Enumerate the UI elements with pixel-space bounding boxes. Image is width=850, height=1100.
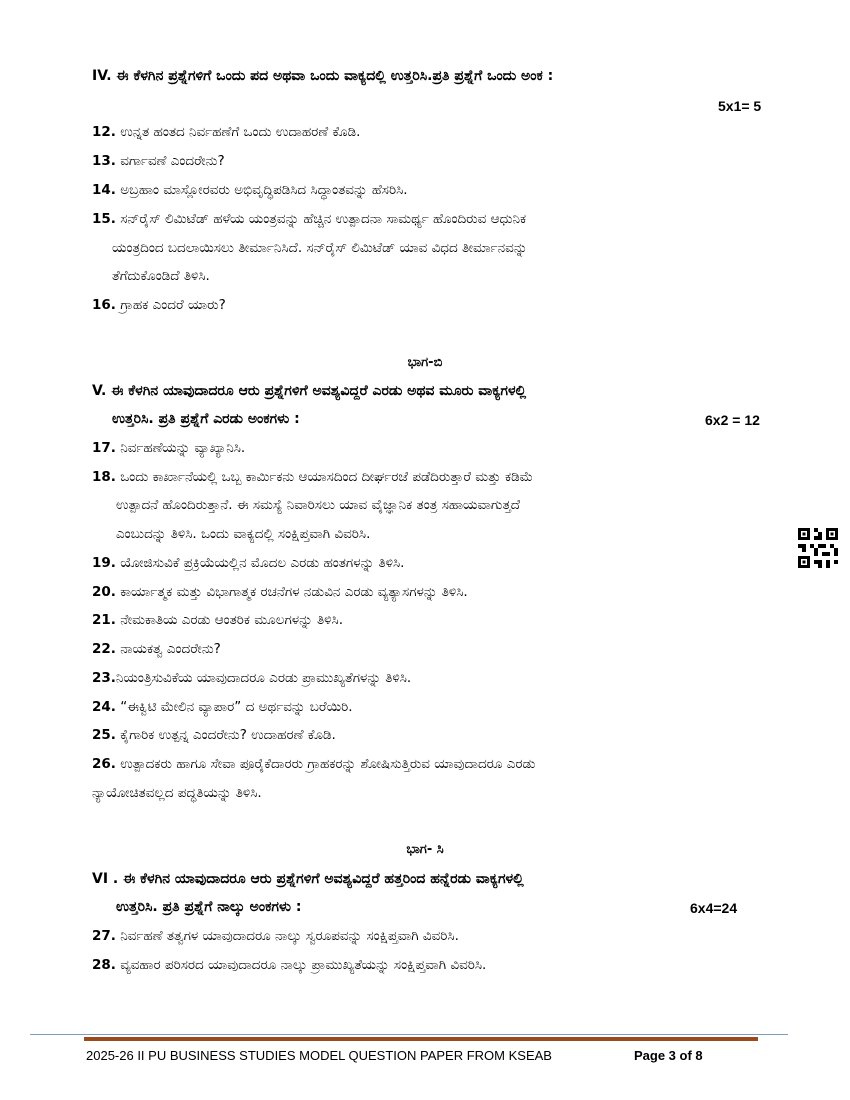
footer-title: 2025-26 II PU BUSINESS STUDIES MODEL QUESTION PAPER FROM KSEAB (86, 1048, 552, 1063)
question-18-line-2: ಉತ್ಪಾದನೆ ಹೊಂದಿರುತ್ತಾನೆ. ಈ ಸಮಸ್ಯೆ ನಿವಾರಿಸಲು ಯಾವ ವೈಜ್ಞಾನಿಕ ತಂತ್ರ ಸಹಾಯವಾಗುತ್ತದೆ (116, 497, 521, 513)
qr-code-icon (798, 527, 838, 569)
question-18-line-3: ಎಂಬುದನ್ನು ತಿಳಿಸಿ. ಒಂದು ವಾಕ್ಯದಲ್ಲಿ ಸಂಕ್ಷಿಪ್ತವಾಗಿ ವಿವರಿಸಿ. (116, 526, 371, 542)
question-15-line-2: ಯಂತ್ರದಿಂದ ಬದಲಾಯಿಸಲು ತೀರ್ಮಾನಿಸಿದೆ. ಸನ್‌ರೈಸ್ ಲಿಮಿಟೆಡ್ ಯಾವ ವಿಧದ ತೀರ್ಮಾನವನ್ನು (112, 240, 528, 256)
question-20: 20. ಕಾರ್ಯಾತ್ಮಕ ಮತ್ತು ವಿಭಾಗಾತ್ಮಕ ರಚನೆಗಳ ನಡುವಿನ ಎರಡು ವ್ಯತ್ಯಾಸಗಳನ್ನು ತಿಳಿಸಿ. (92, 584, 468, 600)
question-15: 15. ಸನ್‌ರೈಸ್ ಲಿಮಿಟೆಡ್ ಹಳೆಯ ಯಂತ್ರವನ್ನು ಹೆಚ್ಚಿನ ಉತ್ಪಾದನಾ ಸಾಮರ್ಥ್ಯ ಹೊಂದಿರುವ ಆಧುನಿಕ (92, 211, 527, 227)
question-28: 28. ವ್ಯವಹಾರ ಪರಿಸರದ ಯಾವುದಾದರೂ ನಾಲ್ಕು ಪ್ರಾಮುಖ್ಯತೆಯನ್ನು ಸಂಕ್ಷಿಪ್ತವಾಗಿ ವಿವರಿಸಿ. (92, 957, 487, 973)
section-6-marks: 6x4=24 (690, 900, 738, 916)
section-5-heading: V. ಈ ಕೆಳಗಿನ ಯಾವುದಾದರೂ ಆರು ಪ್ರಶ್ನೆಗಳಿಗೆ ಅವಶ್ಯವಿದ್ದರೆ ಎರಡು ಅಥವ ಮೂರು ವಾಕ್ಯಗಳಲ್ಲಿ (92, 383, 527, 399)
question-22: 22. ನಾಯಕತ್ವ ಎಂದರೇನು? (92, 641, 221, 657)
part-c-title: ಭಾಗ- ಸಿ (406, 842, 444, 857)
question-13: 13. ವರ್ಗಾವಣೆ ಎಂದರೇನು? (92, 153, 225, 169)
question-25: 25. ಕೈಗಾರಿಕ ಉತ್ಪನ್ನ ಎಂದರೇನು? ಉದಾಹರಣೆ ಕೊಡಿ. (92, 727, 336, 743)
question-23: 23.ನಿಯಂತ್ರಿಸುವಿಕೆಯ ಯಾವುದಾದರೂ ಎರಡು ಪ್ರಾಮುಖ್ಯತೆಗಳನ್ನು ತಿಳಿಸಿ. (92, 670, 412, 686)
section-4-heading: IV. ಈ ಕೆಳಗಿನ ಪ್ರಶ್ನೆಗಳಿಗೆ ಒಂದು ಪದ ಅಥವಾ ಒಂದು ವಾಕ್ಯದಲ್ಲಿ ಉತ್ತರಿಸಿ.ಪ್ರತಿ ಪ್ರಶ್ನೆಗೆ ಒಂದು ಅಂಕ : (92, 68, 554, 84)
question-19: 19. ಯೋಜಿಸುವಿಕೆ ಪ್ರಕ್ರಿಯೆಯಲ್ಲಿನ ಮೊದಲ ಎರಡು ಹಂತಗಳನ್ನು ತಿಳಿಸಿ. (92, 555, 405, 571)
page-number: Page 3 of 8 (634, 1048, 703, 1063)
footer-rule-thick (84, 1037, 758, 1041)
section-5-heading-line-2: ಉತ್ತರಿಸಿ. ಪ್ರತಿ ಪ್ರಶ್ನೆಗೆ ಎರಡು ಅಂಕಗಳು : (112, 411, 300, 427)
question-14: 14. ಅಬ್ರಹಾಂ ಮಾಸ್ಲೋರವರು ಅಭಿವೃದ್ಧಿಪಡಿಸಿದ ಸಿದ್ಧಾಂತವನ್ನು ಹೆಸರಿಸಿ. (92, 182, 408, 198)
part-b-title: ಭಾಗ-ಬಿ (407, 355, 443, 370)
section-4-marks: 5x1= 5 (718, 98, 762, 114)
question-12: 12. ಉನ್ನತ ಹಂತದ ನಿರ್ವಹಣೆಗೆ ಒಂದು ಉದಾಹರಣೆ ಕೊಡಿ. (92, 124, 361, 140)
question-24: 24. “ಈಕ್ವಿಟಿ ಮೇಲಿನ ವ್ಯಾಪಾರ” ದ ಅರ್ಥವನ್ನು ಬರೆಯಿರಿ. (92, 699, 353, 715)
question-21: 21. ನೇಮಕಾತಿಯ ಎರಡು ಆಂತರಿಕ ಮೂಲಗಳನ್ನು ತಿಳಿಸಿ. (92, 612, 343, 628)
question-16: 16. ಗ್ರಾಹಕ ಎಂದರೆ ಯಾರು? (92, 297, 226, 313)
question-15-line-3: ತೆಗೆದುಕೊಂಡಿದೆ ತಿಳಿಸಿ. (112, 268, 210, 284)
section-5-marks: 6x2 = 12 (705, 412, 760, 428)
footer-rule-thin (30, 1034, 788, 1035)
section-6-heading: VI . ಈ ಕೆಳಗಿನ ಯಾವುದಾದರೂ ಆರು ಪ್ರಶ್ನೆಗಳಿಗೆ ಅವಶ್ಯವಿದ್ದರೆ ಹತ್ತರಿಂದ ಹನ್ನೆರಡು ವಾಕ್ಯಗಳಲ್ಲಿ (92, 871, 524, 887)
question-27: 27. ನಿರ್ವಹಣೆ ತತ್ವಗಳ ಯಾವುದಾದರೂ ನಾಲ್ಕು ಸ್ವರೂಪವನ್ನು ಸಂಕ್ಷಿಪ್ತವಾಗಿ ವಿವರಿಸಿ. (92, 928, 459, 944)
question-18: 18. ಒಂದು ಕಾರ್ಖಾನೆಯಲ್ಲಿ ಒಬ್ಬ ಕಾರ್ಮಿಕನು ಆಯಾಸದಿಂದ ದೀರ್ಘರಜೆ ಪಡೆದಿರುತ್ತಾರೆ ಮತ್ತು ಕಡಿಮೆ (92, 469, 533, 485)
section-6-heading-line-2: ಉತ್ತರಿಸಿ. ಪ್ರತಿ ಪ್ರಶ್ನೆಗೆ ನಾಲ್ಕು ಅಂಕಗಳು : (116, 899, 302, 915)
question-26: 26. ಉತ್ಪಾದಕರು ಹಾಗೂ ಸೇವಾ ಪೂರೈಕೆದಾರರು ಗ್ರಾಹಕರನ್ನು ಶೋಷಿಸುತ್ತಿರುವ ಯಾವುದಾದರೂ ಎರಡು (92, 756, 536, 772)
question-17: 17. ನಿರ್ವಹಣೆಯನ್ನು ವ್ಯಾಖ್ಯಾನಿಸಿ. (92, 440, 246, 456)
question-26-line-2: ನ್ಯಾಯೋಚಿತವಲ್ಲದ ಪದ್ಧತಿಯನ್ನು ತಿಳಿಸಿ. (92, 785, 262, 801)
